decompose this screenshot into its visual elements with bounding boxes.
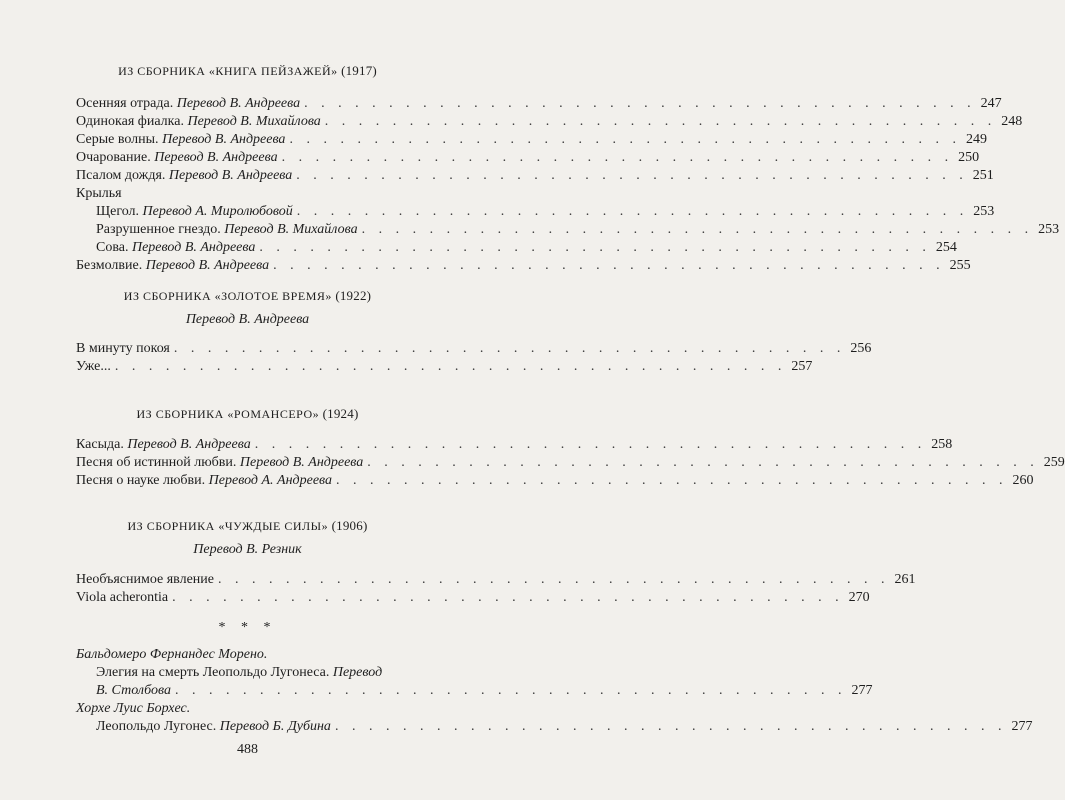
entry-page: 260 [1012, 473, 1034, 488]
author-name: Бальдомеро Фернандес Морено. [76, 647, 268, 662]
section-year: (1906) [331, 518, 368, 533]
entry-translator: В. Столбова [96, 683, 171, 698]
entry-title: Очарование. [76, 150, 155, 165]
toc-entry [96, 203, 995, 221]
entry-translator: Перевод В. Андреева [168, 168, 293, 183]
toc-entry [76, 340, 872, 358]
section-heading [0, 288, 495, 304]
entry-translator: Перевод В. Андреева [145, 258, 270, 273]
entry-title: Одинокая фиалка. [76, 114, 188, 129]
entry-translator: Перевод В. Андреева [127, 437, 251, 452]
toc-entry [76, 167, 994, 185]
entry-title: Viola acherontia [76, 590, 169, 605]
toc-entry [96, 239, 957, 257]
section-separator: * * * [218, 620, 277, 635]
dot-leader: . . . . . . . . . . . . . . . . . . . . . . . . . . . . . . . . . . . . . . . . [334, 719, 1007, 734]
entry-translator: Перевод Б. Дубина [219, 719, 331, 734]
dot-leader: . . . . . . . . . . . . . . . . . . . . . . . . . . . . . . . . . . . . . . . . [304, 96, 976, 111]
entry-title: В минуту покоя [76, 341, 170, 356]
entry-page: 249 [965, 132, 987, 147]
dot-leader: . . . . . . . . . . . . . . . . . . . . . . . . . . . . . . . . . . . . . . . . [273, 258, 945, 273]
entry-translator: Перевод В. Андреева [154, 150, 278, 165]
section-translator: Перевод В. Резник [193, 542, 302, 557]
author-name: Хорхе Луис Борхес. [76, 701, 191, 716]
entry-page: 256 [850, 341, 872, 356]
dot-leader: . . . . . . . . . . . . . . . . . . . . . . . . . . . . . . . . . . . . . . . . [173, 341, 846, 356]
entry-page: 248 [1001, 114, 1023, 129]
entry-title: Уже... [76, 359, 111, 374]
dot-leader: . . . . . . . . . . . . . . . . . . . . . . . . . . . . . . . . . . . . . . . . [259, 240, 931, 255]
dot-leader: . . . . . . . . . . . . . . . . . . . . . . . . . . . . . . . . . . . . . . . . [336, 473, 1008, 488]
entry-page: 255 [949, 258, 971, 273]
group-title: Крылья [76, 186, 122, 201]
toc-entry [76, 571, 916, 589]
toc-entry [96, 718, 1033, 736]
section-year: (1917) [341, 63, 377, 78]
entry-page: 277 [1011, 719, 1033, 734]
entry-page: 247 [980, 96, 1002, 111]
entry-translator: Перевод А. Миролюбовой [142, 204, 293, 219]
toc-entry [76, 454, 1065, 472]
section-title: ИЗ СБОРНИКА «ЧУЖДЫЕ СИЛЫ» [127, 519, 329, 533]
entry-page: 253 [1038, 222, 1060, 237]
dot-leader: . . . . . . . . . . . . . . . . . . . . . . . . . . . . . . . . . . . . . . . . [324, 114, 997, 129]
toc-entry [76, 149, 980, 167]
entry-title: Необъяснимое явление [76, 572, 214, 587]
toc-entry [76, 131, 987, 149]
dot-leader: . . . . . . . . . . . . . . . . . . . . . . . . . . . . . . . . . . . . . . . . [367, 455, 1039, 470]
entry-page: 261 [894, 572, 916, 587]
entry-title: Щегол. [96, 204, 143, 219]
entry-translator: Перевод В. Андреева [176, 96, 301, 111]
toc-entry [96, 221, 1060, 239]
dot-leader: . . . . . . . . . . . . . . . . . . . . . . . . . . . . . . . . . . . . . . . . [281, 150, 954, 165]
dot-leader: . . . . . . . . . . . . . . . . . . . . . . . . . . . . . . . . . . . . . . . . [296, 204, 969, 219]
toc-entry [96, 682, 873, 700]
section-heading [0, 63, 495, 79]
entry-title: Псалом дождя. [76, 168, 169, 183]
dot-leader: . . . . . . . . . . . . . . . . . . . . . . . . . . . . . . . . . . . . . . . . [361, 222, 1034, 237]
toc-entry [76, 436, 953, 454]
section-year: (1924) [322, 406, 359, 421]
entry-translator: Перевод В. Андреева [162, 132, 286, 147]
entry-title: Серые волны. [76, 132, 163, 147]
toc-entry [76, 113, 1023, 131]
section-heading [0, 406, 495, 422]
entry-title: Касыда. [76, 437, 128, 452]
entry-page: 253 [973, 204, 995, 219]
entry-title: Леопольдо Лугонес. [96, 719, 220, 734]
entry-translator: Перевод В. Андреева [239, 455, 364, 470]
dot-leader: . . . . . . . . . . . . . . . . . . . . . . . . . . . . . . . . . . . . . . . . [172, 590, 844, 605]
toc-entry [76, 257, 971, 275]
section-title: ИЗ СБОРНИКА «КНИГА ПЕЙЗАЖЕЙ» [118, 64, 338, 78]
entry-title: Сова. [96, 240, 132, 255]
dot-leader: . . . . . . . . . . . . . . . . . . . . . . . . . . . . . . . . . . . . . . . . [254, 437, 927, 452]
entry-title: Осенняя отрада. [76, 96, 177, 111]
entry-title: Песня об истинной любви. [76, 455, 240, 470]
entry-title: Песня о науке любви. [76, 473, 209, 488]
section-year: (1922) [335, 288, 372, 303]
toc-entry [76, 589, 870, 607]
dot-leader: . . . . . . . . . . . . . . . . . . . . . . . . . . . . . . . . . . . . . . . . [174, 683, 847, 698]
entry-page: 270 [848, 590, 870, 605]
toc-entry [76, 95, 1002, 113]
entry-page: 258 [931, 437, 953, 452]
dot-leader: . . . . . . . . . . . . . . . . . . . . . . . . . . . . . . . . . . . . . . . . [114, 359, 787, 374]
entry-translator: Перевод [332, 665, 383, 680]
entry-translator: Перевод В. Михайлова [224, 222, 358, 237]
section-title: ИЗ СБОРНИКА «РОМАНСЕРО» [136, 407, 320, 421]
entry-translator: Перевод В. Андреева [131, 240, 256, 255]
dot-leader: . . . . . . . . . . . . . . . . . . . . . . . . . . . . . . . . . . . . . . . . [217, 572, 890, 587]
entry-page: 251 [972, 168, 994, 183]
entry-page: 257 [791, 359, 813, 374]
entry-title: Безмолвие. [76, 258, 146, 273]
page-number: 488 [237, 742, 258, 757]
section-title: ИЗ СБОРНИКА «ЗОЛОТОЕ ВРЕМЯ» [123, 289, 332, 303]
section-translator: Перевод В. Андреева [185, 312, 310, 327]
toc-entry [76, 472, 1034, 490]
entry-translator: Перевод А. Андреева [208, 473, 333, 488]
entry-page: 250 [958, 150, 980, 165]
entry-page: 259 [1043, 455, 1065, 470]
entry-translator: Перевод В. Михайлова [187, 114, 321, 129]
entry-title: Элегия на смерть Леопольдо Лугонеса. [96, 665, 333, 680]
toc-entry-line [96, 664, 382, 682]
toc-entry [76, 358, 813, 376]
section-heading [0, 518, 495, 534]
entry-page: 254 [935, 240, 957, 255]
dot-leader: . . . . . . . . . . . . . . . . . . . . . . . . . . . . . . . . . . . . . . . . [296, 168, 968, 183]
entry-title: Разрушенное гнездо. [96, 222, 225, 237]
dot-leader: . . . . . . . . . . . . . . . . . . . . . . . . . . . . . . . . . . . . . . . . [289, 132, 961, 147]
entry-page: 277 [851, 683, 873, 698]
